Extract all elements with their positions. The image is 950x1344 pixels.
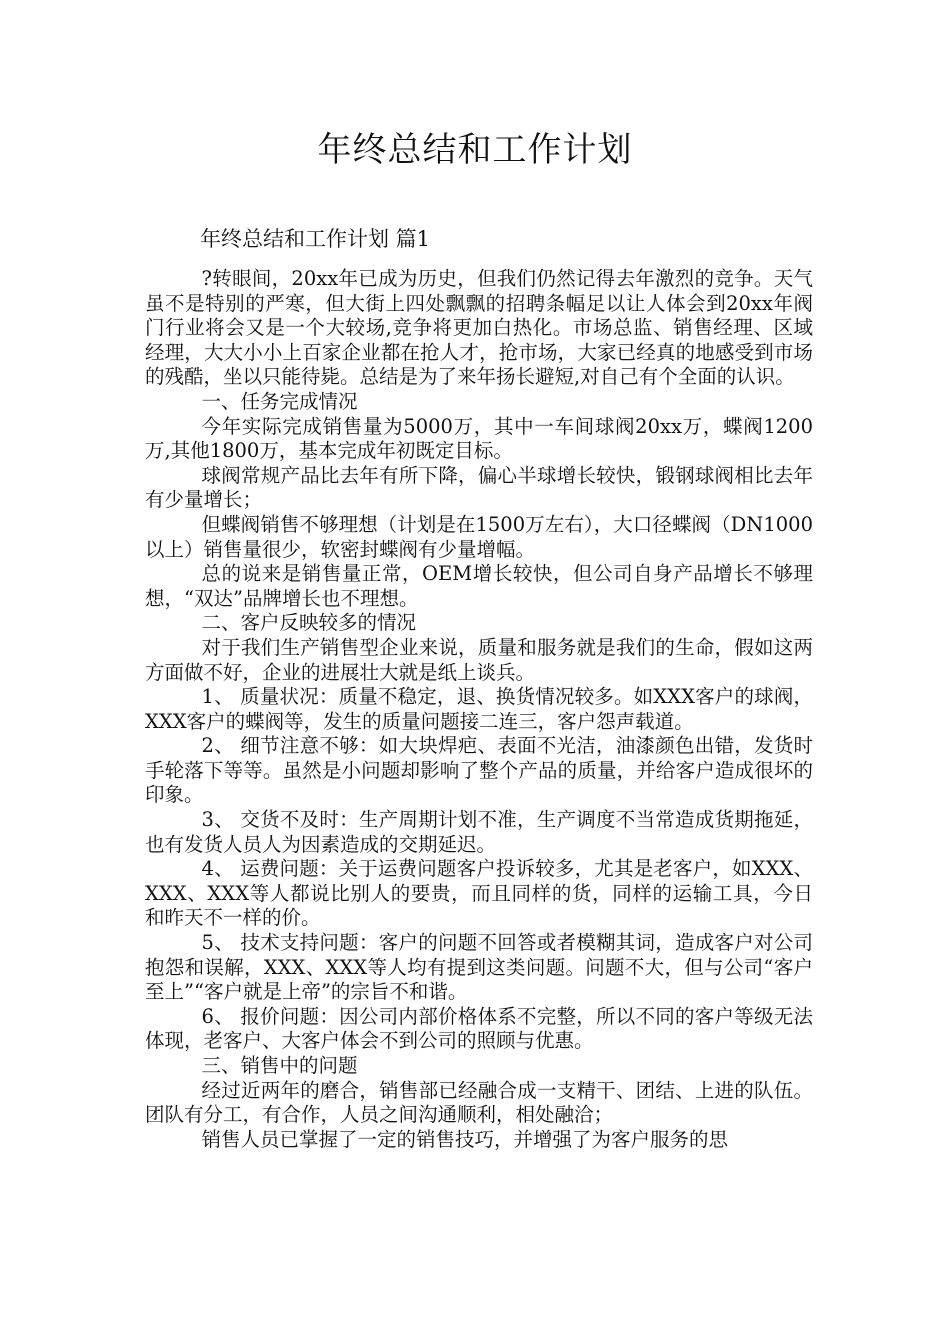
paragraph: 球阀常规产品比去年有所下降，偏心半球增长较快，锻钢球阀相比去年有少量增长； [145, 463, 813, 512]
paragraph: 6、 报价问题：因公司内部价格体系不完整，所以不同的客户等级无法体现，老客户、大客户体会不到公司的照顾与优惠。 [145, 1004, 813, 1053]
document-body [145, 267, 813, 1152]
paragraph: 1、 质量状况：质量不稳定，退、换货情况较多。如XXX客户的球阀，XXX客户的蝶阀等，发生的质量问题接二连三，客户怨声载道。 [145, 685, 813, 733]
paragraph: ?转眼间，20xx年已成为历史，但我们仍然记得去年激烈的竞争。天气虽不是特别的严寒，但大街上四处飘飘的招聘条幅足以让人体会到20xx年阀门行业将会又是一个大较场,竞争将更加白热化。市场总监、销售经理、区域经理，大大小小上百家企业都在抢人才，抢市场，大家已经真的地感受到市场的残酷，坐以只能待毙。总结是为了来年扬长避短,对自己有个全面的认识。 [145, 267, 813, 389]
paragraph: 三、销售中的问题 [201, 1054, 358, 1077]
paragraph: 3、 交货不及时：生产周期计划不准，生产调度不当常造成货期拖延，也有发货人员人为因素造成的交期延迟。 [145, 808, 813, 856]
paragraph: 但蝶阀销售不够理想（计划是在1500万左右），大口径蝶阀（DN1000以上）销售量很少，软密封蝶阀有少量增幅。 [145, 512, 813, 561]
paragraph: 4、 运费问题：关于运费问题客户投诉较多，尤其是老客户，如XXX、XXX、XXX等人都说比别人的要贵，而且同样的货，同样的运输工具，今日和昨天不一样的价。 [145, 857, 813, 930]
paragraph: 一、任务完成情况 [201, 389, 358, 413]
paragraph: 销售人员已掌握了一定的销售技巧，并增强了为客户服务的思 [201, 1127, 729, 1151]
paragraph: 2、 细节注意不够：如大块焊疤、表面不光洁，油漆颜色出错，发货时手轮落下等等。虽然是小问题却影响了整个产品的质量，并给客户造成很坏的印象。 [145, 734, 813, 807]
paragraph: 对于我们生产销售型企业来说，质量和服务就是我们的生命，假如这两方面做不好，企业的进展壮大就是纸上谈兵。 [145, 635, 813, 684]
paragraph: 5、 技术支持问题：客户的问题不回答或者模糊其词，造成客户对公司抱怨和误解，XXX、XXX等人均有提到这类问题。问题不大，但与公司“客户至上”“客户就是上帝”的宗旨不和谐。 [145, 931, 813, 1004]
paragraph: 总的说来是销售量正常，OEM增长较快，但公司自身产品增长不够理想，“双达”品牌增长也不理想。 [145, 562, 813, 610]
section-heading: 年终总结和工作计划 篇1 [200, 227, 431, 251]
paragraph: 经过近两年的磨合，销售部已经融合成一支精干、团结、上进的队伍。团队有分工，有合作，人员之间沟通顺利，相处融洽； [145, 1078, 813, 1127]
document-title: 年终总结和工作计划 [317, 130, 633, 170]
paragraph: 二、客户反映较多的情况 [201, 611, 417, 635]
paragraph: 今年实际完成销售量为5000万，其中一车间球阀20xx万，蝶阀1200万,其他1800万，基本完成年初既定目标。 [145, 414, 813, 463]
